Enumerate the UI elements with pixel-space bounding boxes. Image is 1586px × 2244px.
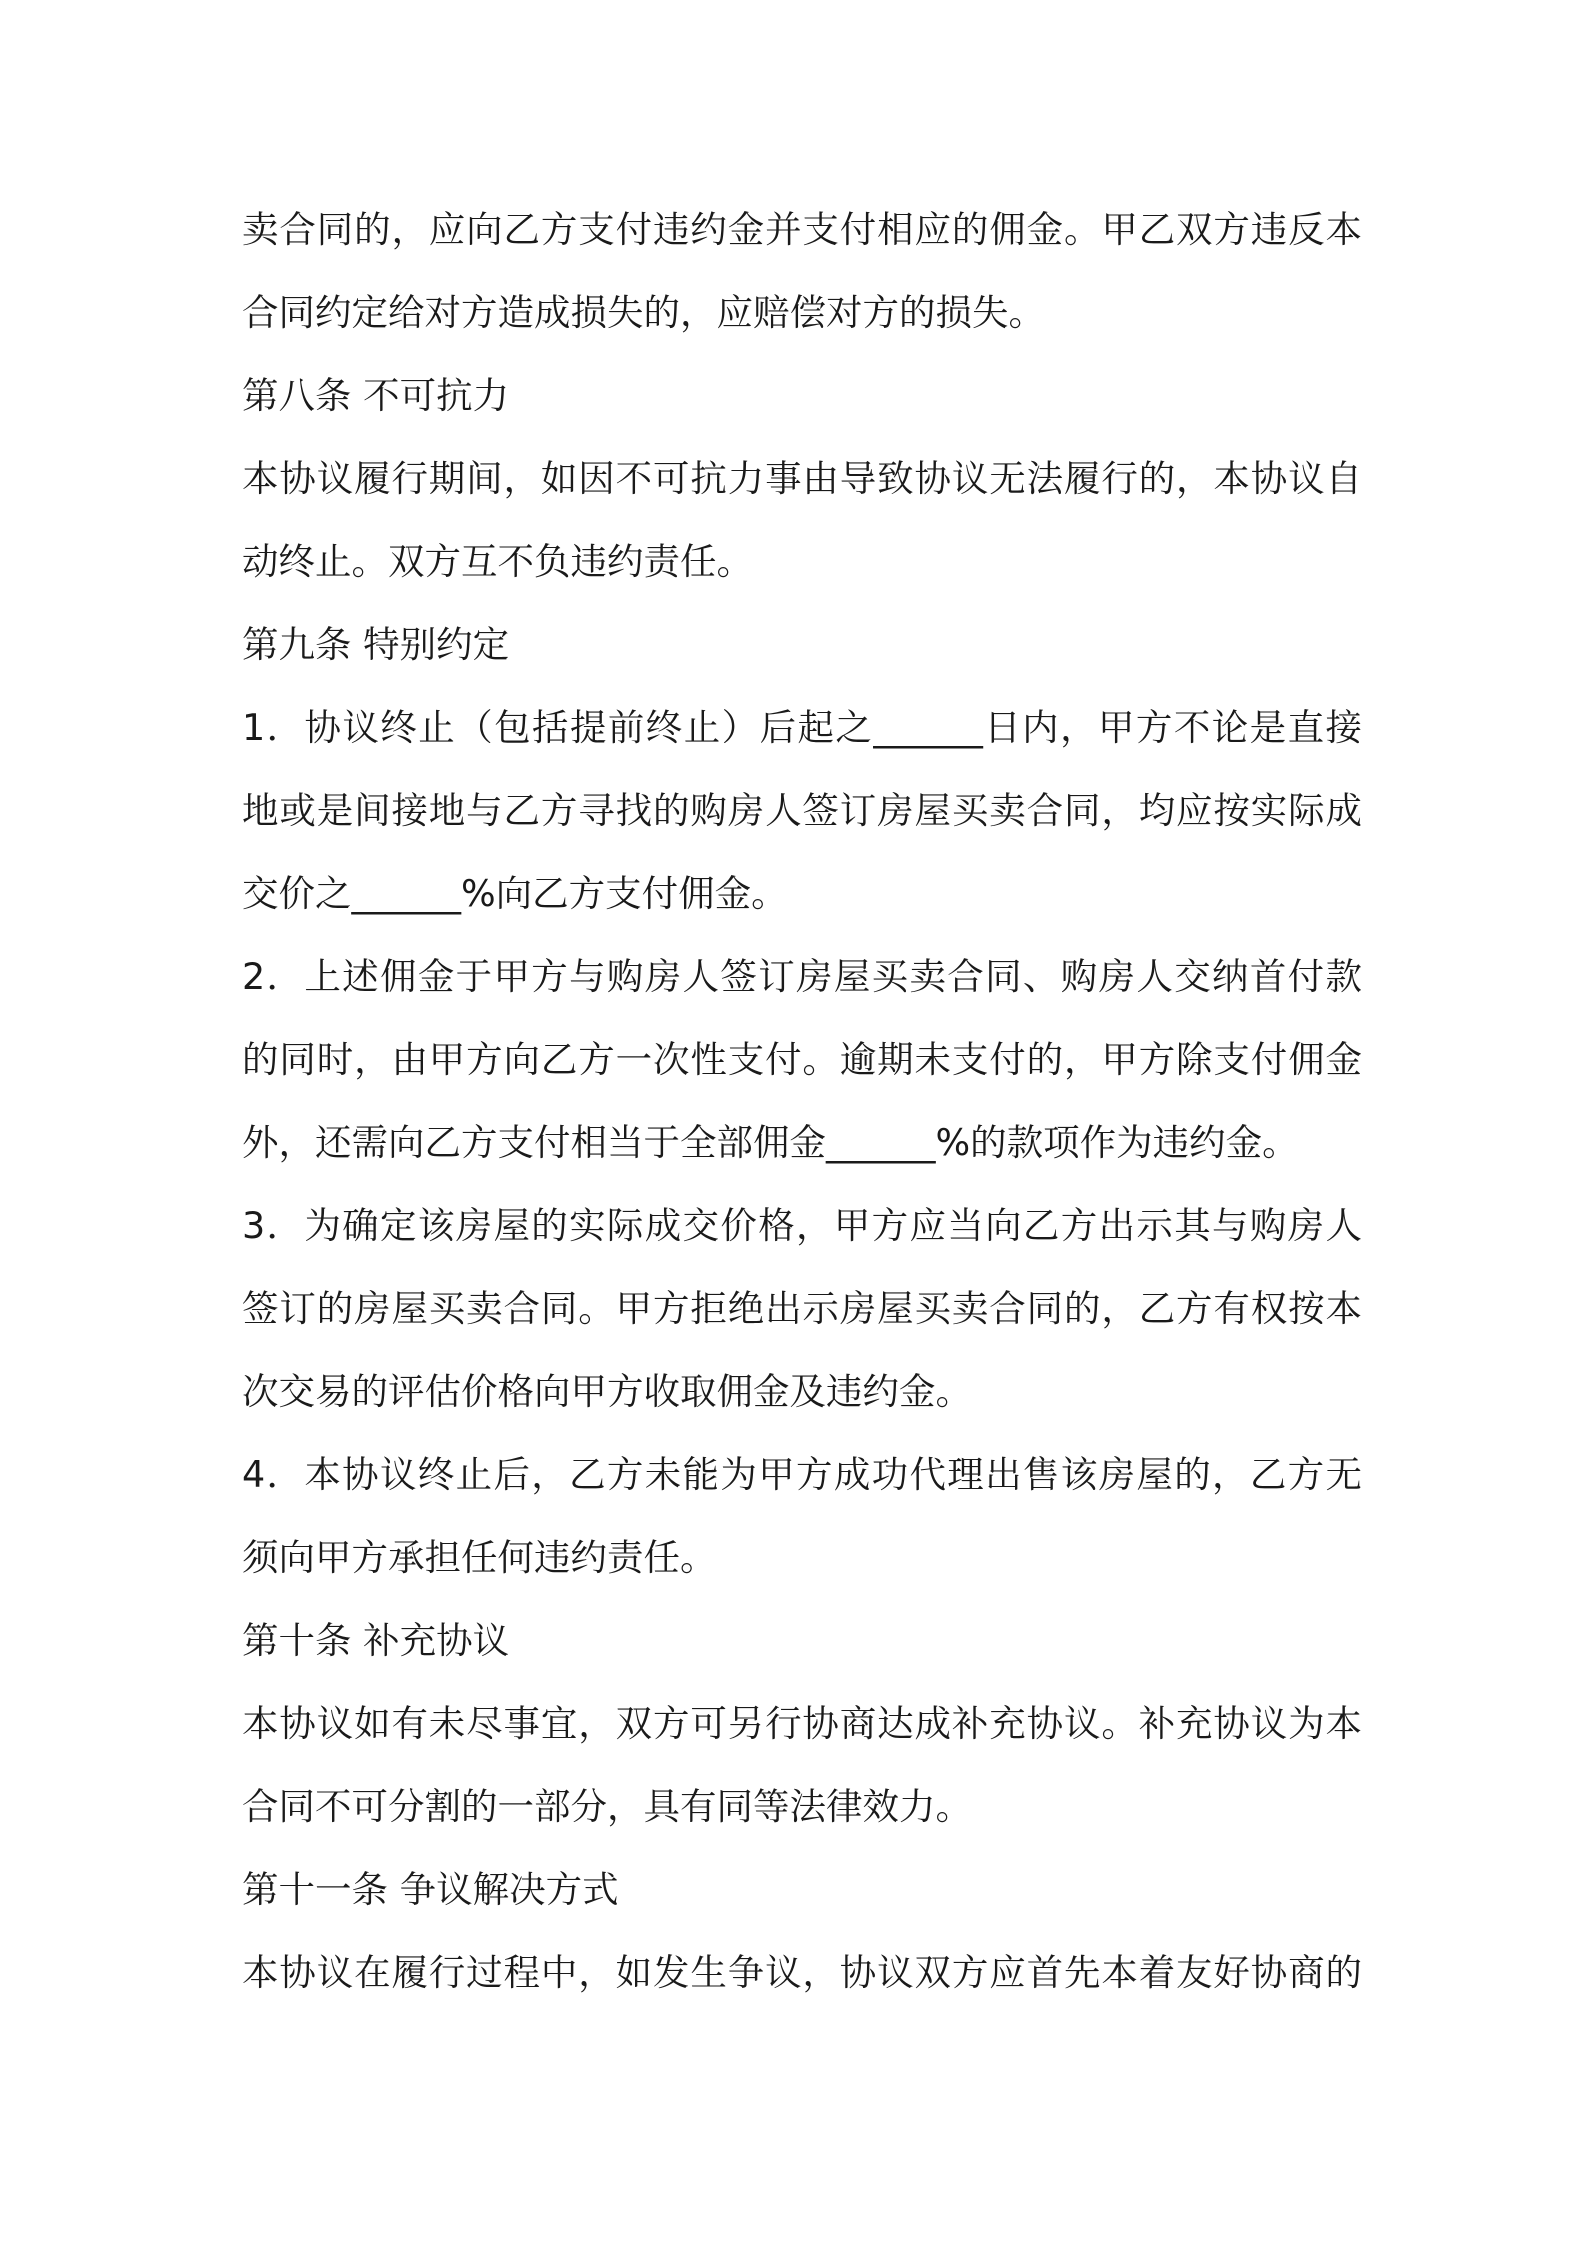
text-line: 本协议履行期间，如因不可抗力事由导致协议无法履行的，本协议自: [242, 457, 1362, 500]
text-line: 地或是间接地与乙方寻找的购房人签订房屋买卖合同，均应按实际成: [242, 789, 1362, 832]
text-line: 动终止。双方互不负违约责任。: [242, 540, 753, 583]
text-line: 本协议如有未尽事宜，双方可另行协商达成补充协议。补充协议为本: [242, 1702, 1362, 1745]
article-heading-11: 第十一条 争议解决方式: [242, 1868, 619, 1911]
text-line: 合同不可分割的一部分，具有同等法律效力。: [242, 1785, 972, 1828]
text-line: 交价之______%向乙方支付佣金。: [242, 872, 788, 915]
text-line: 次交易的评估价格向甲方收取佣金及违约金。: [242, 1370, 972, 1413]
text-line: 的同时，由甲方向乙方一次性支付。逾期未支付的，甲方除支付佣金: [242, 1038, 1362, 1081]
text-line: 1．协议终止（包括提前终止）后起之______日内，甲方不论是直接: [242, 706, 1362, 749]
text-line: 须向甲方承担任何违约责任。: [242, 1536, 717, 1579]
text-line: 2．上述佣金于甲方与购房人签订房屋买卖合同、购房人交纳首付款: [242, 955, 1362, 998]
text-line: 本协议在履行过程中，如发生争议，协议双方应首先本着友好协商的: [242, 1951, 1362, 1994]
text-line: 卖合同的，应向乙方支付违约金并支付相应的佣金。甲乙双方违反本: [242, 208, 1362, 251]
text-line: 4．本协议终止后，乙方未能为甲方成功代理出售该房屋的，乙方无: [242, 1453, 1362, 1496]
text-line: 外，还需向乙方支付相当于全部佣金______%的款项作为违约金。: [242, 1121, 1299, 1164]
article-heading-10: 第十条 补充协议: [242, 1619, 510, 1662]
article-heading-9: 第九条 特别约定: [242, 623, 510, 666]
text-line: 3．为确定该房屋的实际成交价格，甲方应当向乙方出示其与购房人: [242, 1204, 1362, 1247]
text-line: 签订的房屋买卖合同。甲方拒绝出示房屋买卖合同的，乙方有权按本: [242, 1287, 1362, 1330]
text-line: 合同约定给对方造成损失的，应赔偿对方的损失。: [242, 291, 1045, 334]
article-heading-8: 第八条 不可抗力: [242, 374, 510, 417]
